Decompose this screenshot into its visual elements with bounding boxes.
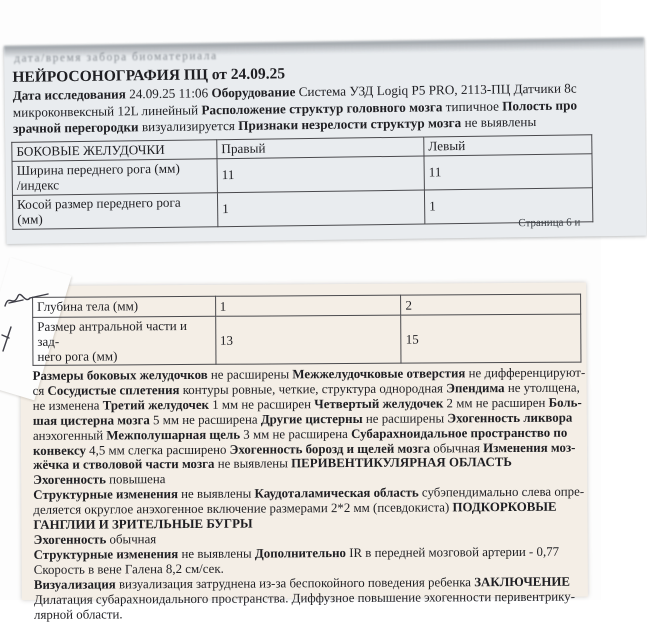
report-text-line: жёчка и стволовой части мозга не выявлены ПЕРИВЕНТИКУЛЯРНАЯ ОБЛАСТЬ: [33, 455, 512, 473]
table-header-cell: Правый: [217, 137, 424, 159]
table-label-cell: Косой размер переднего рога (мм): [12, 192, 217, 229]
report-body: [33, 366, 589, 623]
pen-mark-tick: [0, 324, 16, 354]
lateral-ventricles-table: [11, 134, 593, 230]
table-row: [33, 314, 581, 365]
report-text-line: Эхогенность повышена: [33, 472, 166, 488]
report-text-line: Эхогенность обычная: [33, 532, 157, 547]
report-text-line: шая цистерна мозга 5 мм не расширена Другие цистерны не расширены Эхогенность ликвора: [32, 410, 573, 428]
table-label-cell: Глубина тела (мм): [33, 296, 216, 317]
measurements-table: [32, 294, 581, 366]
report-text-line: Дилатация субарахноидального пространства. Диффузное повышение эхогенности перивентрику-: [33, 589, 576, 607]
report-text-line: Структурные изменения не выявлены Каудоталамическая область субэпендимально слева опре-: [33, 484, 585, 503]
table-value-cell: 11: [217, 156, 424, 193]
report-text-line: Структурные изменения не выявлены Дополнительно IR в передней мозговой артерии - 0,77: [33, 544, 560, 562]
report-text-line: деляется округлое анэхогенное включение размерами 2*2 мм (псевдокиста) ПОДКОРКОВЫЕ: [33, 499, 557, 518]
pen-mark-squiggle: [3, 289, 51, 313]
page-number: Страница 6 и: [518, 216, 581, 230]
report-title: НЕЙРОСОНОГРАФИЯ ПЦ от 24.09.25: [12, 65, 286, 86]
report-text-line: лярной области.: [33, 606, 123, 622]
report-text-line: ся Сосудистые сплетения контуры ровные, четкие, структура однородная Эпендима не утолщена,: [32, 380, 580, 398]
report-text-line: Дата исследования 24.09.25 11:06 Оборудование Система УЗД Logiq P5 PRO, 2113-ПЦ Датчики 8с: [12, 80, 577, 103]
faint-scan-line: дата/время забора биоматериала: [14, 50, 218, 65]
table-value-cell: 1: [215, 295, 401, 316]
report-text-line: конвексу 4,5 мм слегка расширено Эхогенность борозд и щелей мозга обычная Изменения моз-: [32, 440, 576, 458]
report-text-line: Визуализация визуализация затруднена из-за беспокойного поведения ребенка ЗАКЛЮЧЕНИЕ: [33, 574, 571, 592]
report-text-line: ГАНГЛИИ И ЗРИТЕЛЬНЫЕ БУГРЫ: [33, 516, 253, 532]
table-value-cell: 2: [401, 294, 581, 315]
table-header-cell: БОКОВЫЕ ЖЕЛУДОЧКИ: [12, 139, 217, 161]
scan-fragment-top: [4, 38, 647, 244]
table-value-cell: 11: [424, 153, 592, 189]
table-value-cell: 1: [424, 187, 592, 223]
table-row: [12, 187, 592, 229]
report-text-line: не изменена Третий желудочек 1 мм не расширен Четвертый желудочек 2 мм не расширен Боль-: [32, 395, 582, 413]
report-text-line: микроконвексный 12L линейный Расположение структур головного мозга типичное Полость про: [12, 97, 578, 120]
report-text-line: зрачной перегородки визуализируется Признаки незрелости структур мозга не выявлены: [12, 114, 537, 136]
report-text-line: Скорость в вене Галена 8,2 см/сек.: [33, 561, 224, 577]
table-value-cell: 1: [217, 190, 424, 227]
table-value-cell: 15: [401, 314, 581, 363]
table-label-cell: Ширина переднего рога (мм) /индекс: [12, 158, 217, 195]
table-value-cell: 13: [215, 315, 401, 364]
report-text-line: Размеры боковых желудочков не расширены Межжелудочковые отверстия не дифференцируют-: [32, 365, 586, 383]
report-text-line: анэхогенный Межполушарная щель 3 мм не расширена Субарахноидальное пространство по: [32, 425, 568, 443]
table-label-cell: Размер антральной части и зад- него рога (мм): [33, 316, 216, 365]
scan-fragment-bottom: [20, 283, 588, 622]
table-header-cell: Левый: [424, 134, 592, 155]
